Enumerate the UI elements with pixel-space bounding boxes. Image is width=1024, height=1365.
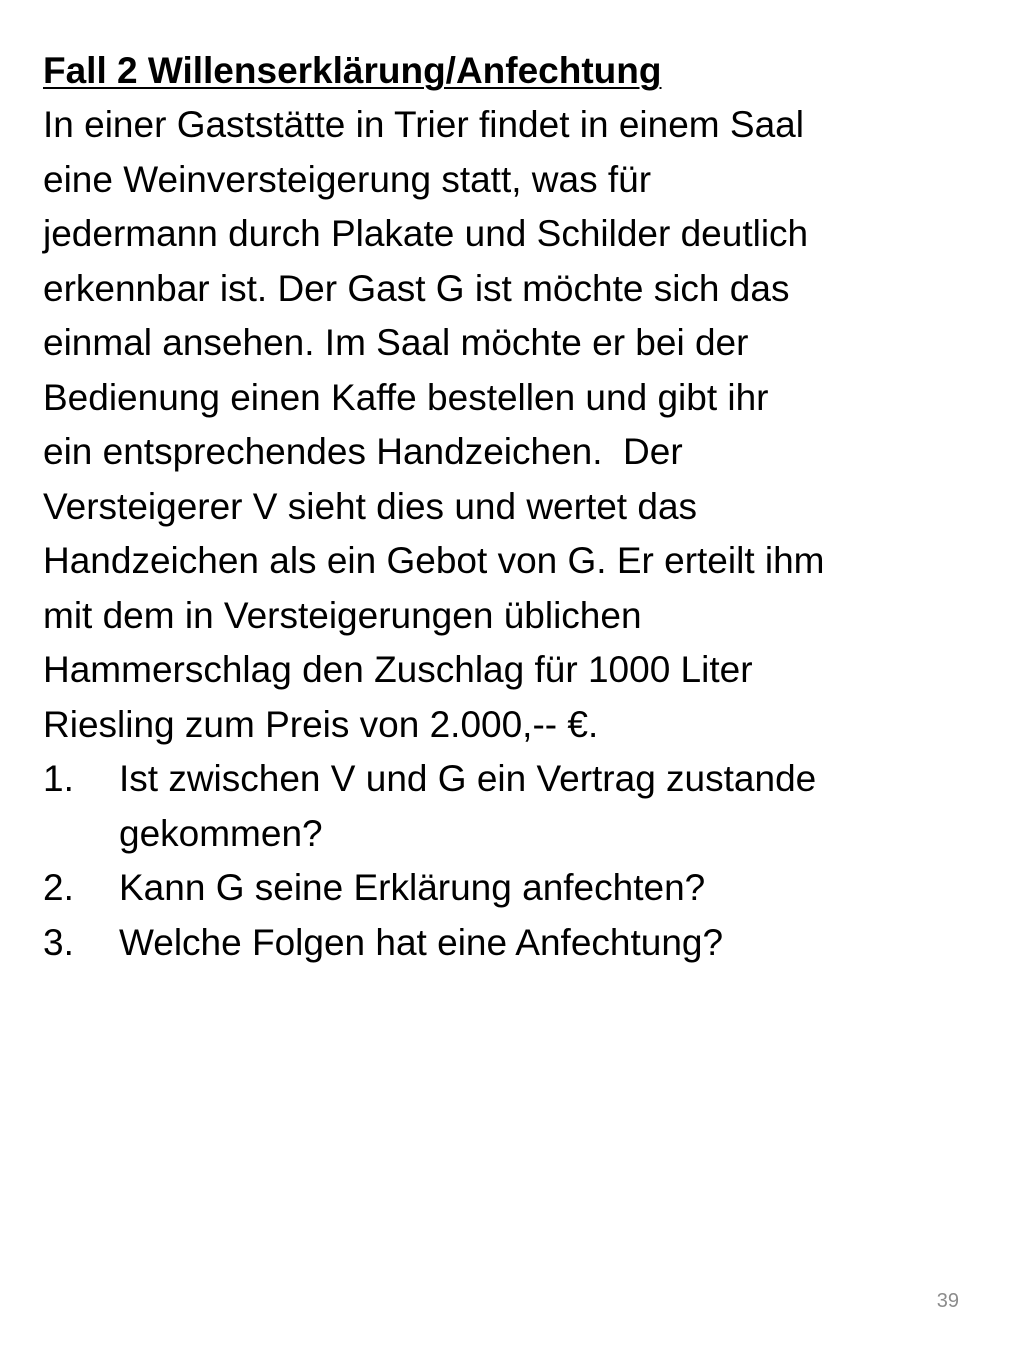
question-number: 3.	[43, 921, 74, 963]
case-text-line: Hammerschlag den Zuschlag für 1000 Liter	[43, 649, 753, 690]
question-text-line: Kann G seine Erklärung anfechten?	[119, 867, 706, 908]
case-text-line: eine Weinversteigerung statt, was für	[43, 158, 652, 200]
case-text-line: Bedienung einen Kaffe bestellen und gibt ihr	[43, 376, 769, 418]
case-text-line: einmal ansehen. Im Saal möchte er bei der	[43, 322, 749, 363]
question-text-line: Ist zwischen V und G ein Vertrag zustande	[119, 758, 817, 799]
question-item-1	[43, 752, 943, 861]
case-description	[43, 98, 943, 752]
case-text-line: erkennbar ist. Der Gast G ist möchte sich das	[43, 267, 790, 309]
question-number: 2.	[43, 867, 74, 908]
case-text-line: ein entsprechendes Handzeichen. Der	[43, 431, 683, 472]
case-title: Fall 2 Willenserklärung/Anfechtung	[43, 50, 662, 91]
question-text	[119, 861, 943, 916]
question-item-2	[43, 861, 943, 916]
case-text-line: jedermann durch Plakate und Schilder deutlich	[43, 213, 809, 254]
case-text-line: Versteigerer V sieht dies und wertet das	[43, 485, 698, 527]
case-text-line: Riesling zum Preis von 2.000,-- €.	[43, 703, 599, 745]
case-text-line: mit dem in Versteigerungen üblichen	[43, 594, 642, 636]
question-text	[119, 916, 943, 971]
slide-content	[43, 44, 943, 970]
case-text-line: In einer Gaststätte in Trier findet in einem Saal	[43, 104, 804, 145]
question-text-line: gekommen?	[119, 812, 323, 854]
case-text-line: Handzeichen als ein Gebot von G. Er erteilt ihm	[43, 540, 825, 581]
question-item-3	[43, 916, 943, 971]
question-list	[43, 752, 943, 970]
question-text	[119, 752, 943, 861]
question-number: 1.	[43, 758, 74, 799]
page-number: 39	[936, 1290, 959, 1312]
question-text-line: Welche Folgen hat eine Anfechtung?	[119, 921, 724, 963]
